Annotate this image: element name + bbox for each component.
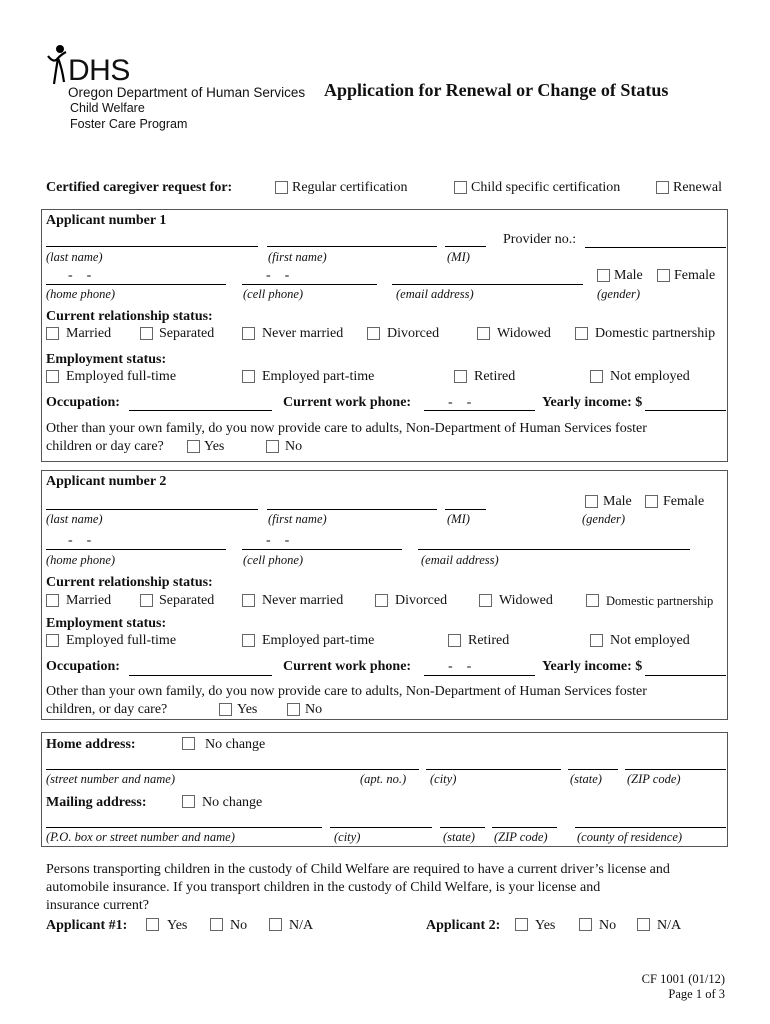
a1-last-name-caption: (last name) — [46, 250, 103, 264]
form-number: CF 1001 (01/12) — [641, 972, 725, 986]
a2-fulltime-checkbox[interactable] — [46, 634, 59, 647]
a1-care-yes-checkbox[interactable] — [187, 440, 200, 453]
a2-emp-label: Employment status: — [46, 616, 167, 631]
a2-work-phone-field[interactable] — [424, 675, 535, 676]
renewal-label: Renewal — [673, 180, 722, 195]
a1-work-phone-field[interactable] — [424, 410, 535, 411]
a1-parttime-checkbox[interactable] — [242, 370, 255, 383]
a2-mi-field[interactable] — [445, 509, 486, 510]
po-box-caption: (P.O. box or street number and name) — [46, 830, 235, 844]
applicant1-heading: Applicant number 1 — [46, 213, 167, 228]
a1-mi-field[interactable] — [445, 246, 486, 247]
a2-cell-phone-caption: (cell phone) — [243, 553, 304, 567]
mailing-no-change-checkbox[interactable] — [182, 795, 195, 808]
a2-separated-label: Separated — [159, 593, 215, 608]
a1-rel-label: Current relationship status: — [46, 309, 213, 324]
program-name: Foster Care Program — [70, 117, 188, 131]
a2-cell-phone-field[interactable] — [242, 549, 402, 550]
a1-emp-label: Employment status: — [46, 352, 167, 367]
a2-care-no-label: No — [305, 702, 323, 717]
state-caption: (state) — [570, 772, 602, 786]
a2-care-yes-checkbox[interactable] — [219, 703, 232, 716]
transport-text-2: automobile insurance. If you transport children in the custody of Child Welfare, is your license and — [46, 880, 601, 895]
a2-care-question: Other than your own family, do you now provide care to adults, Non-Department of Human Services foster — [46, 684, 647, 699]
transport-app1-label: Applicant #1: — [46, 918, 128, 933]
a2-last-name-field[interactable] — [46, 509, 258, 510]
a2-occupation-field[interactable] — [129, 675, 272, 676]
a1-domestic-label: Domestic partnership — [595, 326, 716, 341]
a2-divorced-label: Divorced — [395, 593, 448, 608]
renewal-checkbox[interactable] — [656, 181, 669, 194]
a1-care-no-label: No — [285, 439, 303, 454]
child-specific-label: Child specific certification — [471, 180, 621, 195]
a1-first-name-field[interactable] — [267, 246, 437, 247]
provider-field[interactable] — [585, 247, 726, 248]
mailing-state-caption: (state) — [443, 830, 475, 844]
logo-text: DHS — [68, 54, 130, 87]
mailing-city-field[interactable] — [330, 827, 432, 828]
mailing-zip-caption: (ZIP code) — [494, 830, 548, 844]
a2-separated-checkbox[interactable] — [140, 594, 153, 607]
a2-married-checkbox[interactable] — [46, 594, 59, 607]
a1-care-no-checkbox[interactable] — [266, 440, 279, 453]
a1-cell-phone-dashes: - - — [266, 268, 290, 283]
a1-income-field[interactable] — [645, 410, 726, 411]
a2-first-name-caption: (first name) — [268, 512, 327, 526]
a1-care-question: Other than your own family, do you now provide care to adults, Non-Department of Human Services foster — [46, 421, 647, 436]
app2-na-checkbox[interactable] — [637, 918, 650, 931]
a2-never-married-label: Never married — [262, 593, 344, 608]
app2-na-label: N/A — [657, 918, 682, 933]
page-number: Page 1 of 3 — [668, 987, 725, 1001]
home-no-change-checkbox[interactable] — [182, 737, 195, 750]
home-street-field[interactable] — [46, 769, 419, 770]
a2-first-name-field[interactable] — [267, 509, 437, 510]
home-address-label: Home address: — [46, 737, 136, 752]
a1-gender-caption: (gender) — [597, 287, 641, 301]
a2-married-label: Married — [66, 593, 112, 608]
a1-never-married-label: Never married — [262, 326, 344, 341]
app1-na-checkbox[interactable] — [269, 918, 282, 931]
a1-work-phone-dashes: - - — [448, 395, 472, 410]
mailing-no-change-label: No change — [202, 795, 263, 810]
page-title: Application for Renewal or Change of Status — [324, 80, 669, 100]
app2-no-label: No — [599, 918, 617, 933]
a1-widowed-label: Widowed — [497, 326, 551, 341]
a2-income-label: Yearly income: $ — [542, 659, 643, 674]
app2-no-checkbox[interactable] — [579, 918, 592, 931]
a2-income-field[interactable] — [645, 675, 726, 676]
a2-occupation-label: Occupation: — [46, 659, 120, 674]
a1-cell-phone-caption: (cell phone) — [243, 287, 304, 301]
a2-not-employed-checkbox[interactable] — [590, 634, 603, 647]
dept-name: Child Welfare — [70, 101, 145, 115]
a2-home-phone-caption: (home phone) — [46, 553, 116, 567]
a1-income-label: Yearly income: $ — [542, 395, 643, 410]
a1-separated-checkbox[interactable] — [140, 327, 153, 340]
a1-work-phone-label: Current work phone: — [283, 395, 412, 410]
a1-fulltime-label: Employed full-time — [66, 369, 177, 384]
org-name: Oregon Department of Human Services — [68, 85, 306, 100]
app2-yes-label: Yes — [535, 918, 556, 933]
applicant2-heading: Applicant number 2 — [46, 474, 167, 489]
a2-care-yes-label: Yes — [237, 702, 258, 717]
a1-retired-checkbox[interactable] — [454, 370, 467, 383]
a2-never-married-checkbox[interactable] — [242, 594, 255, 607]
street-caption: (street number and name) — [46, 772, 176, 786]
a2-widowed-checkbox[interactable] — [479, 594, 492, 607]
a2-parttime-checkbox[interactable] — [242, 634, 255, 647]
a2-retired-label: Retired — [468, 633, 510, 648]
a1-occupation-label: Occupation: — [46, 395, 120, 410]
a2-mi-caption: (MI) — [447, 512, 470, 526]
a2-not-employed-label: Not employed — [610, 633, 690, 648]
request-label: Certified caregiver request for: — [46, 180, 233, 195]
a2-fulltime-label: Employed full-time — [66, 633, 177, 648]
county-caption: (county of residence) — [577, 830, 683, 844]
a2-gender-caption: (gender) — [582, 512, 626, 526]
a2-care-no-checkbox[interactable] — [287, 703, 300, 716]
app2-yes-checkbox[interactable] — [515, 918, 528, 931]
mailing-city-caption: (city) — [334, 830, 361, 844]
a2-male-checkbox[interactable] — [585, 495, 598, 508]
mailing-state-field[interactable] — [440, 827, 485, 828]
a1-not-employed-checkbox[interactable] — [590, 370, 603, 383]
transport-text-3: insurance current? — [46, 898, 149, 913]
a2-divorced-checkbox[interactable] — [375, 594, 388, 607]
a1-married-label: Married — [66, 326, 112, 341]
a1-male-label: Male — [614, 268, 643, 283]
mailing-address-label: Mailing address: — [46, 795, 147, 810]
a1-home-phone-caption: (home phone) — [46, 287, 116, 301]
mailing-street-field[interactable] — [46, 827, 322, 828]
mailing-zip-field[interactable] — [492, 827, 557, 828]
a1-not-employed-label: Not employed — [610, 369, 690, 384]
a2-female-label: Female — [663, 494, 705, 509]
a1-married-checkbox[interactable] — [46, 327, 59, 340]
app1-yes-label: Yes — [167, 918, 188, 933]
city-caption: (city) — [430, 772, 457, 786]
county-field[interactable] — [575, 827, 726, 828]
home-city-field[interactable] — [426, 769, 561, 770]
a2-male-label: Male — [603, 494, 632, 509]
home-zip-field[interactable] — [625, 769, 726, 770]
child-specific-checkbox[interactable] — [454, 181, 467, 194]
a1-last-name-field[interactable] — [46, 246, 258, 247]
person-icon — [44, 44, 70, 88]
app1-na-label: N/A — [289, 918, 314, 933]
a1-divorced-checkbox[interactable] — [367, 327, 380, 340]
transport-text-1: Persons transporting children in the custody of Child Welfare are required to have a current driver’s license and — [46, 862, 670, 877]
a1-female-checkbox[interactable] — [657, 269, 670, 282]
a2-work-phone-label: Current work phone: — [283, 659, 412, 674]
a2-domestic-checkbox[interactable] — [586, 594, 599, 607]
a1-domestic-checkbox[interactable] — [575, 327, 588, 340]
a1-mi-caption: (MI) — [447, 250, 470, 264]
a2-widowed-label: Widowed — [499, 593, 553, 608]
a1-cell-phone-field[interactable] — [242, 284, 377, 285]
zip-caption: (ZIP code) — [627, 772, 681, 786]
home-state-field[interactable] — [568, 769, 618, 770]
a2-retired-checkbox[interactable] — [448, 634, 461, 647]
a2-care-question-cont: children, or day care? — [46, 702, 168, 717]
a2-home-phone-dashes: - - — [68, 533, 92, 548]
home-no-change-label: No change — [205, 737, 266, 752]
a1-email-field[interactable] — [392, 284, 583, 285]
provider-label: Provider no.: — [503, 232, 577, 247]
a1-home-phone-field[interactable] — [46, 284, 226, 285]
a1-email-caption: (email address) — [396, 287, 474, 301]
a2-cell-phone-dashes: - - — [266, 533, 290, 548]
a1-divorced-label: Divorced — [387, 326, 440, 341]
a1-fulltime-checkbox[interactable] — [46, 370, 59, 383]
a1-first-name-caption: (first name) — [268, 250, 327, 264]
a2-rel-label: Current relationship status: — [46, 575, 213, 590]
a2-home-phone-field[interactable] — [46, 549, 226, 550]
a2-email-caption: (email address) — [421, 553, 499, 567]
a2-female-checkbox[interactable] — [645, 495, 658, 508]
a1-home-phone-dashes: - - — [68, 268, 92, 283]
transport-app2-label: Applicant 2: — [426, 918, 501, 933]
regular-cert-checkbox[interactable] — [275, 181, 288, 194]
app1-no-checkbox[interactable] — [210, 918, 223, 931]
a2-parttime-label: Employed part-time — [262, 633, 375, 648]
app1-yes-checkbox[interactable] — [146, 918, 159, 931]
a2-work-phone-dashes: - - — [448, 659, 472, 674]
regular-cert-label: Regular certification — [292, 180, 408, 195]
a1-parttime-label: Employed part-time — [262, 369, 375, 384]
a1-occupation-field[interactable] — [129, 410, 272, 411]
a1-separated-label: Separated — [159, 326, 215, 341]
a1-care-question-cont: children or day care? — [46, 439, 164, 454]
a1-male-checkbox[interactable] — [597, 269, 610, 282]
a1-never-married-checkbox[interactable] — [242, 327, 255, 340]
a2-domestic-label: Domestic partnership — [606, 594, 714, 608]
a1-female-label: Female — [674, 268, 716, 283]
a1-widowed-checkbox[interactable] — [477, 327, 490, 340]
a1-retired-label: Retired — [474, 369, 516, 384]
a2-email-field[interactable] — [418, 549, 690, 550]
apt-caption: (apt. no.) — [360, 772, 407, 786]
a1-care-yes-label: Yes — [204, 439, 225, 454]
app1-no-label: No — [230, 918, 248, 933]
a2-last-name-caption: (last name) — [46, 512, 103, 526]
